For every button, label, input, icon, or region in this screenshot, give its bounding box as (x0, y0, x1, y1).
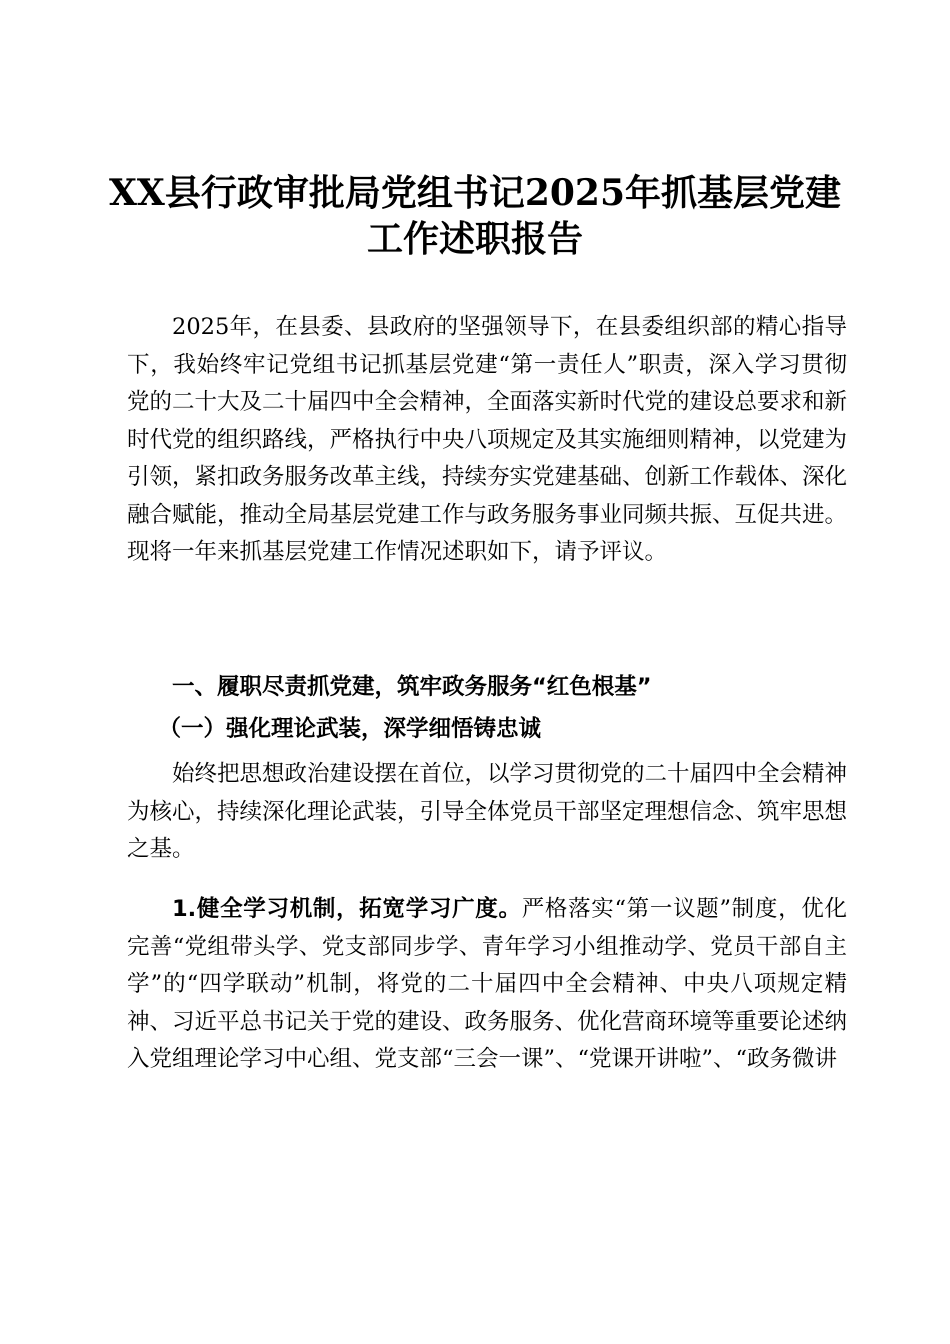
subsection-1-heading: （一）强化理论武装，深学细悟铸忠诚 (158, 716, 542, 742)
item-1-paragraph (127, 891, 847, 1079)
document-title-line-1: XX县行政审批局党组书记2025年抓基层党建 (108, 172, 842, 214)
document-body (127, 309, 847, 572)
subsection-1-body (127, 756, 847, 869)
subsection-1-paragraph: 始终把思想政治建设摆在首位，以学习贯彻党的二十届四中全会精神为核心，持续深化理论武装，引导全体党员干部坚定理想信念、筑牢思想之基。 (127, 761, 848, 862)
item-1-lead: 1.健全学习机制，拓宽学习广度。 (172, 896, 522, 922)
item-1-text: 严格落实“第一议题”制度，优化完善“党组带头学、党支部同步学、青年学习小组推动学、党员干部自主学”的“四学联动”机制，将党的二十届四中全会精神、中央八项规定精神、习近平总书记关于党的建设、政务服务、优化营商环境等重要论述纳入党组理论学习中心组、党支部“三会一课”、“党课开讲啦”、“政务微讲 (127, 896, 848, 1072)
section-1 (127, 669, 847, 707)
subsection-1 (127, 711, 847, 749)
intro-paragraph: 2025年，在县委、县政府的坚强领导下，在县委组织部的精心指导下，我始终牢记党组书记抓基层党建“第一责任人”职责，深入学习贯彻党的二十大及二十届四中全会精神，全面落实新时代党的建设总要求和新时代党的组织路线，严格执行中央八项规定及其实施细则精神，以党建为引领，紧扣政务服务改革主线，持续夯实党建基础、创新工作载体、深化融合赋能，推动全局基层党建工作与政务服务事业同频共振、互促共进。现将一年来抓基层党建工作情况述职如下，请予评议。 (127, 314, 848, 565)
section-1-heading: 一、履职尽责抓党建，筑牢政务服务“红色根基” (172, 674, 652, 700)
item-1 (127, 891, 847, 1079)
document-title-line-2: 工作述职报告 (366, 218, 583, 260)
